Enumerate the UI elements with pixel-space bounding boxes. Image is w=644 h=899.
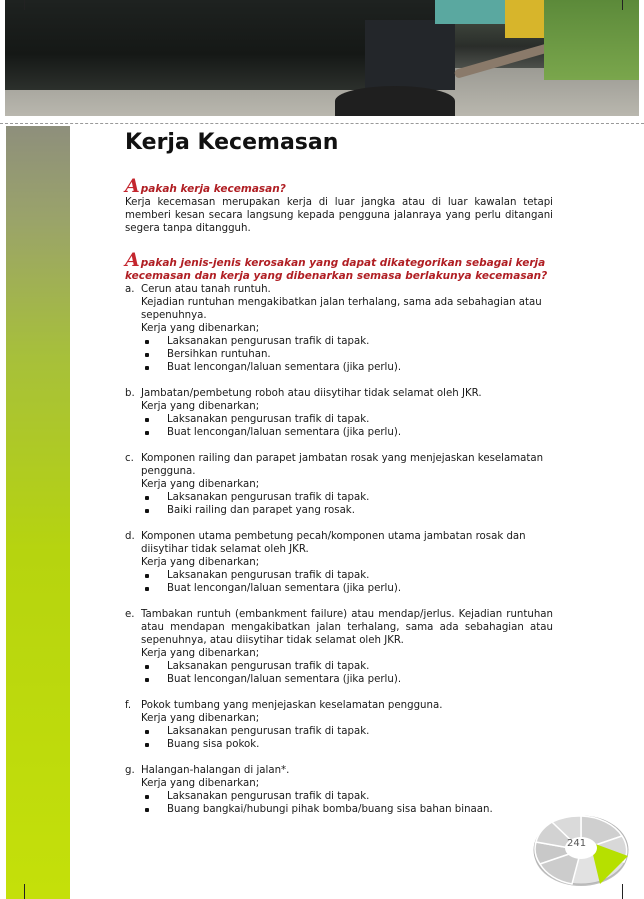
- bullet-item: Laksanakan pengurusan trafik di tapak.: [167, 413, 553, 426]
- sidebar-gradient: [6, 126, 70, 899]
- bullet-item: Buang sisa pokok.: [167, 738, 553, 751]
- item-text: Halangan-halangan di jalan*.: [141, 765, 290, 776]
- allowed-work-label: Kerja yang dibenarkan;: [141, 323, 260, 334]
- page-title: Kerja Kecemasan: [125, 130, 339, 155]
- bullet-list: [125, 790, 553, 816]
- list-item: [125, 764, 553, 816]
- bullet-list: [125, 725, 553, 751]
- bullet-list: [125, 660, 553, 686]
- bullet-item: Bersihkan runtuhan.: [167, 348, 553, 361]
- list-item: [125, 530, 553, 595]
- item-letter: d.: [125, 531, 135, 542]
- item-letter: f.: [125, 700, 132, 711]
- allowed-work-label: Kerja yang dibenarkan;: [141, 401, 260, 412]
- list-item: [125, 699, 553, 751]
- bullet-item: Laksanakan pengurusan trafik di tapak.: [167, 569, 553, 582]
- item-letter: e.: [125, 609, 135, 620]
- item-text: Komponen utama pembetung pecah/komponen utama jambatan rosak dan diisytihar tidak selamat oleh JKR.: [141, 531, 526, 555]
- bullet-list: [125, 413, 553, 439]
- allowed-work-label: Kerja yang dibenarkan;: [141, 713, 260, 724]
- item-letter: c.: [125, 453, 134, 464]
- allowed-work-label: Kerja yang dibenarkan;: [141, 648, 260, 659]
- question-2-text: pakah jenis-jenis kerosakan yang dapat dikategorikan sebagai kerja kecemasan dan kerja yang dibenarkan semasa berlakunya kecemasan?: [125, 257, 548, 282]
- item-text: Jambatan/pembetung roboh atau diisytihar tidak selamat oleh JKR.: [141, 388, 482, 399]
- bullet-list: [125, 335, 553, 374]
- bullet-item: Buang bangkai/hubungi pihak bomba/buang sisa bahan binaan.: [167, 803, 553, 816]
- crop-mark-top-left: [24, 0, 25, 10]
- allowed-work-label: Kerja yang dibenarkan;: [141, 479, 260, 490]
- question-1-heading: [125, 175, 553, 197]
- item-letter: a.: [125, 284, 135, 295]
- bullet-item: Laksanakan pengurusan trafik di tapak.: [167, 725, 553, 738]
- item-text: Pokok tumbang yang menjejaskan keselamatan pengguna.: [141, 700, 443, 711]
- item-extra: Kejadian runtuhan mengakibatkan jalan terhalang, sama ada sebahagian atau sepenuhnya.: [141, 297, 542, 321]
- crop-mark-bottom-left: [24, 884, 25, 899]
- drop-cap: A: [125, 175, 140, 197]
- allowed-work-label: Kerja yang dibenarkan;: [141, 557, 260, 568]
- bullet-item: Buat lencongan/laluan sementara (jika perlu).: [167, 582, 553, 595]
- question-1-answer: Kerja kecemasan merupakan kerja di luar jangka atau di luar kawalan tetapi memberi kesan secara langsung kepada pengguna jalanraya yang perlu ditangani segera tanpa ditangguh.: [125, 197, 553, 234]
- question-1-text: pakah kerja kecemasan?: [140, 183, 286, 195]
- list-item: [125, 452, 553, 517]
- bullet-item: Laksanakan pengurusan trafik di tapak.: [167, 790, 553, 803]
- paving-machine-part: [365, 20, 455, 90]
- bullet-list: [125, 569, 553, 595]
- bullet-item: Baiki railing dan parapet yang rosak.: [167, 504, 553, 517]
- bullet-item: Buat lencongan/laluan sementara (jika perlu).: [167, 426, 553, 439]
- page-content: [125, 130, 553, 816]
- bullet-list: [125, 491, 553, 517]
- crop-mark-top-right: [622, 0, 623, 10]
- asphalt-pile: [335, 86, 455, 116]
- bullet-item: Laksanakan pengurusan trafik di tapak.: [167, 491, 553, 504]
- header-photo: [5, 0, 639, 116]
- background-barrels: [435, 0, 505, 24]
- bullet-item: Buat lencongan/laluan sementara (jika perlu).: [167, 673, 553, 686]
- list-item: [125, 283, 553, 374]
- bullet-item: Laksanakan pengurusan trafik di tapak.: [167, 660, 553, 673]
- item-letter: g.: [125, 765, 135, 776]
- bullet-item: Laksanakan pengurusan trafik di tapak.: [167, 335, 553, 348]
- item-text: Tambakan runtuh (embankment failure) atau mendap/jerlus. Kejadian runtuhan atau mendapan mengakibatkan jalan terhalang, sama ada sebahagian atau sepenuhnya, atau diisytihar tidak selamat oleh JKR.: [141, 609, 553, 646]
- allowed-work-label: Kerja yang dibenarkan;: [141, 778, 260, 789]
- bullet-item: Buat lencongan/laluan sementara (jika perlu).: [167, 361, 553, 374]
- emergency-work-list: [125, 283, 553, 816]
- item-text: Cerun atau tanah runtuh.: [141, 284, 271, 295]
- drop-cap: A: [125, 249, 140, 271]
- item-text: Komponen railing dan parapet jambatan rosak yang menjejaskan keselamatan pengguna.: [141, 453, 544, 477]
- question-2-heading: [125, 249, 553, 283]
- header-divider: [0, 123, 644, 124]
- page-number-badge: [532, 812, 630, 888]
- list-item: [125, 608, 553, 686]
- page-number: 241: [567, 838, 587, 849]
- item-letter: b.: [125, 388, 135, 399]
- background-trees: [544, 0, 639, 80]
- list-item: [125, 387, 553, 439]
